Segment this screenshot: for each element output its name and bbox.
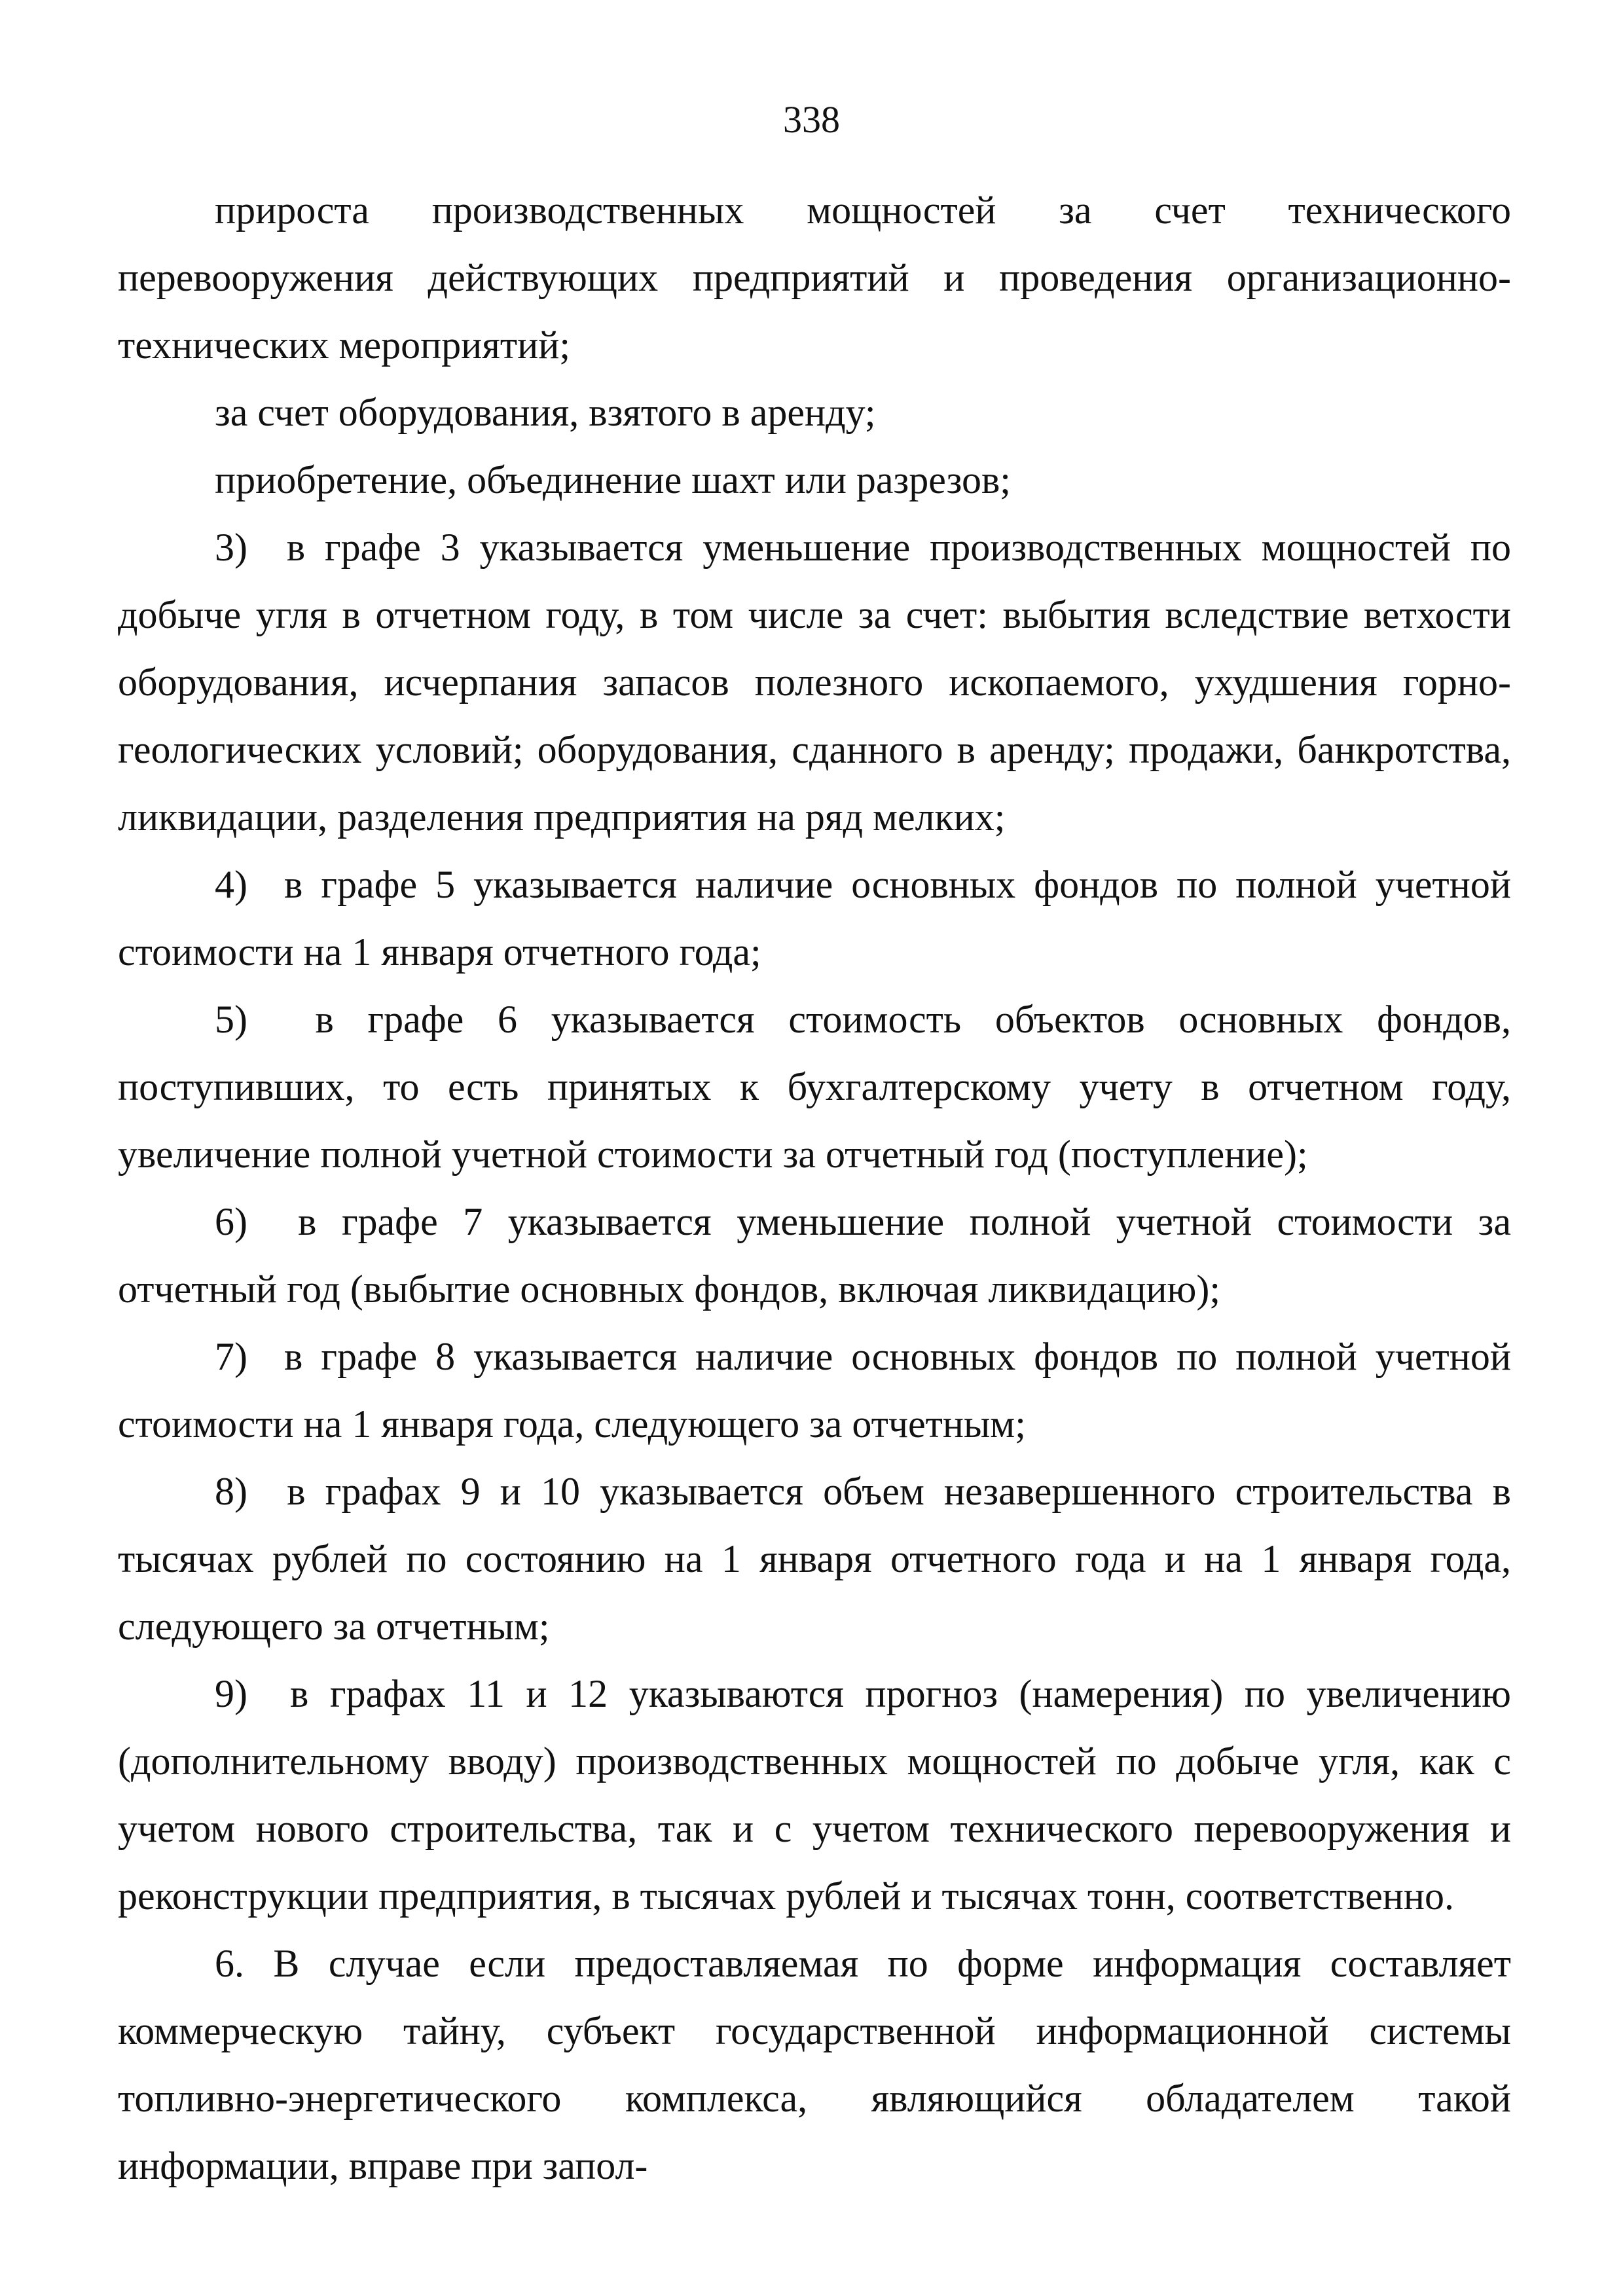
paragraph-item-7: 7) в графе 8 указывается наличие основных фондов по полной учетной стоимости на 1 января года, следующего за отчетным; bbox=[118, 1335, 1511, 1446]
paragraph-mines-acquisition: приобретение, объединение шахт или разрезов; bbox=[215, 458, 1011, 501]
paragraph-capacity-growth: прироста производственных мощностей за счет технического перевооружения действующих предприятий и проведения организационно-технических мероприятий; bbox=[118, 189, 1511, 367]
paragraph-item-6: 6) в графе 7 указывается уменьшение полной учетной стоимости за отчетный год (выбытие основных фондов, включая ликвидацию); bbox=[118, 1200, 1511, 1311]
document-body bbox=[118, 177, 1511, 2200]
paragraph-section-6: 6. В случае если предоставляемая по форме информация составляет коммерческую тайну, субъект государственной информационной системы топливно-энергетического комплекса, являющийся обладателем такой информации, вправе при запол- bbox=[118, 1942, 1511, 2187]
paragraph-item-8: 8) в графах 9 и 10 указывается объем незавершенного строительства в тысячах рублей по состоянию на 1 января отчетного года и на 1 января года, следующего за отчетным; bbox=[118, 1470, 1511, 1648]
paragraph-item-4: 4) в графе 5 указывается наличие основных фондов по полной учетной стоимости на 1 января отчетного года; bbox=[118, 863, 1511, 974]
paragraph-item-9: 9) в графах 11 и 12 указываются прогноз (намерения) по увеличению (дополнительному вводу) производственных мощностей по добыче угля, как с учетом нового строительства, так и с учетом технического перевооружения и реконструкции предприятия, в тысячах рублей и тысячах тонн, соответственно. bbox=[118, 1672, 1511, 1918]
paragraph-leased-equipment: за счет оборудования, взятого в аренду; bbox=[215, 391, 876, 434]
page-number: 338 bbox=[783, 98, 840, 141]
paragraph-item-5: 5) в графе 6 указывается стоимость объектов основных фондов, поступивших, то есть принятых к бухгалтерскому учету в отчетном году, увеличение полной учетной стоимости за отчетный год (поступление); bbox=[118, 998, 1511, 1176]
paragraph-item-3: 3) в графе 3 указывается уменьшение производственных мощностей по добыче угля в отчетном году, в том числе за счет: выбытия вследствие ветхости оборудования, исчерпания запасов полезного ископаемого, ухудшения горно-геологических условий; оборудования, сданного в аренду; продажи, банкротства, ликвидации, разделения предприятия на ряд мелких; bbox=[118, 526, 1511, 839]
